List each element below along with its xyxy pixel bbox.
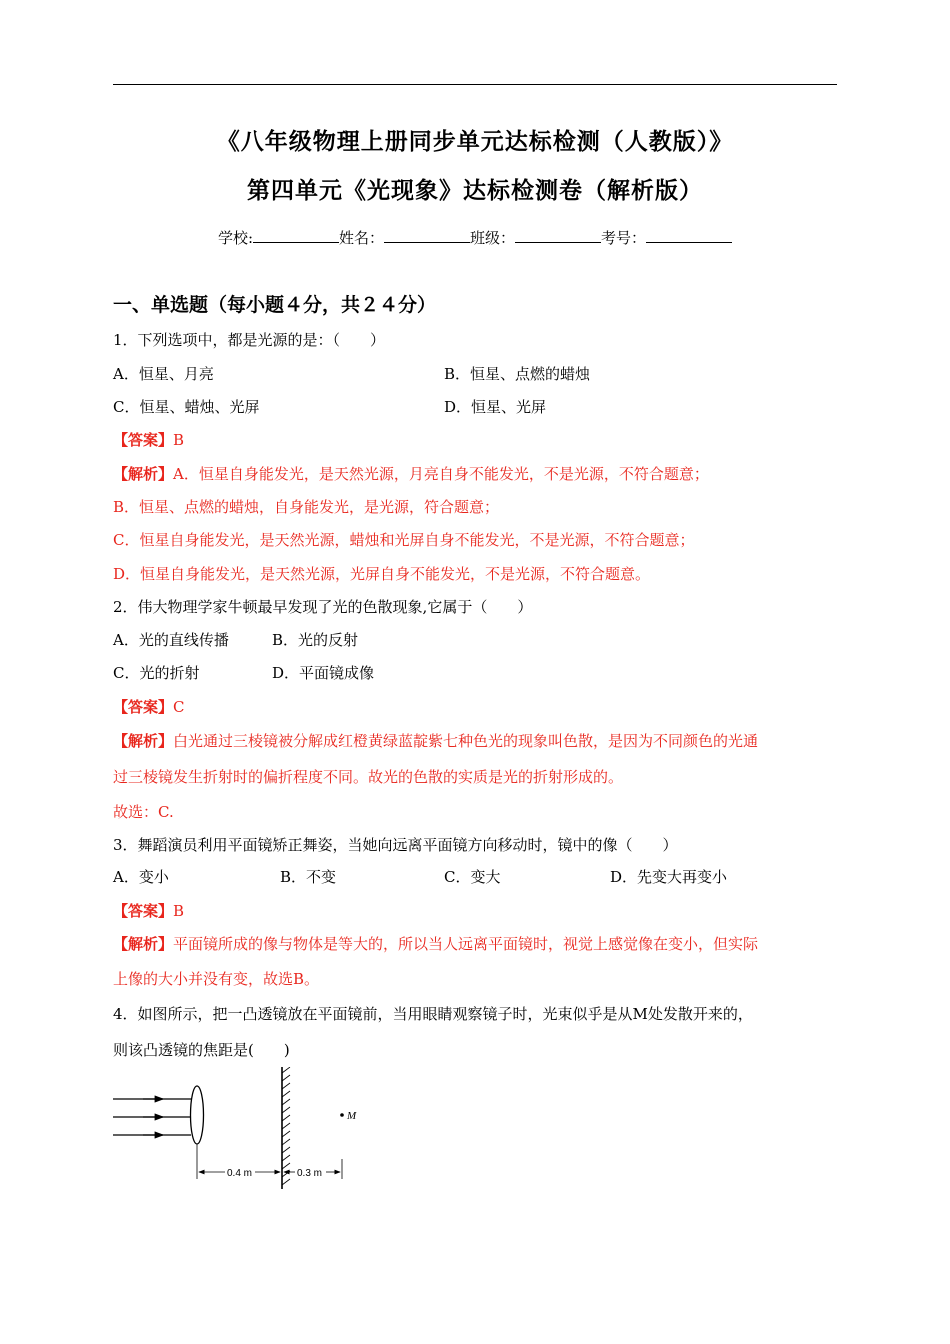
q2-analysis-line-3: 故选：C. xyxy=(113,803,174,821)
q4-stem-line-1: 4．如图所示，把一凸透镜放在平面镜前，当用眼睛观察镜子时，光束似乎是从M处发散开来的， xyxy=(113,1005,753,1023)
exam-number-label: 考号： xyxy=(601,229,647,247)
series-title: 《八年级物理上册同步单元达标检测（人教版）》 xyxy=(216,129,734,155)
dimension-label-2: 0.3 m xyxy=(297,1168,323,1179)
q3-analysis-line-1 xyxy=(113,933,758,954)
section-heading: 一、单选题（每小题４分，共２４分） xyxy=(113,294,437,316)
q1-option-a: A．恒星、月亮 xyxy=(113,365,214,383)
answer-tag: 【答案】 xyxy=(113,698,174,716)
label-m: M xyxy=(347,1110,357,1122)
answer-tag: 【答案】 xyxy=(113,431,174,449)
school-label: 学校: xyxy=(217,229,253,247)
q3-option-a: A．变小 xyxy=(113,868,169,886)
q1-option-c: C．恒星、蜡烛、光屏 xyxy=(113,398,260,416)
plane-mirror xyxy=(282,1067,290,1189)
q2-answer xyxy=(113,696,185,717)
q4-stem-line-2: 则该凸透镜的焦距是( ) xyxy=(113,1041,290,1059)
student-info-line xyxy=(113,227,837,248)
answer-value: B xyxy=(173,902,185,920)
q3-answer xyxy=(113,900,184,921)
incident-rays xyxy=(113,1099,191,1135)
analysis-text: 白光通过三棱镜被分解成红橙黄绿蓝靛紫七种色光的现象叫色散，是因为不同颜色的光通 xyxy=(173,732,759,750)
exam-number-blank[interactable] xyxy=(646,230,732,243)
q1-analysis-line-4: D．恒星自身能发光，是天然光源，光屏自身不能发光，不是光源，不符合题意。 xyxy=(113,565,651,583)
q2-option-d: D．平面镜成像 xyxy=(272,664,375,682)
answer-value: B xyxy=(173,431,185,449)
q1-stem: 1．下列选项中，都是光源的是：（ ） xyxy=(113,331,386,349)
analysis-text: 平面镜所成的像与物体是等大的，所以当人远离平面镜时，视觉上感觉像在变小，但实际 xyxy=(173,935,759,953)
analysis-tag: 【解析】 xyxy=(113,935,174,953)
q1-analysis-line-2: B．恒星、点燃的蜡烛，自身能发光，是光源，符合题意； xyxy=(113,498,500,516)
class-blank[interactable] xyxy=(515,230,601,243)
name-blank[interactable] xyxy=(384,230,470,243)
q3-analysis-line-2: 上像的大小并没有变，故选B。 xyxy=(113,970,320,988)
header-rule xyxy=(113,84,837,85)
dimension-label-1: 0.4 m xyxy=(227,1168,253,1179)
q1-answer xyxy=(113,429,184,450)
school-blank[interactable] xyxy=(253,230,339,243)
unit-title: 第四单元《光现象》达标检测卷（解析版） xyxy=(247,178,703,204)
q1-analysis-line-1 xyxy=(113,463,709,484)
q3-stem: 3．舞蹈演员利用平面镜矫正舞姿，当她向远离平面镜方向移动时，镜中的像（ ） xyxy=(113,836,678,854)
q1-option-d: D．恒星、光屏 xyxy=(444,398,547,416)
analysis-tag: 【解析】 xyxy=(113,465,174,483)
point-m xyxy=(340,1113,344,1117)
q1-option-b: B．恒星、点燃的蜡烛 xyxy=(444,365,591,383)
analysis-text: A．恒星自身能发光，是天然光源，月亮自身不能发光，不是光源，不符合题意； xyxy=(173,465,709,483)
name-label: 姓名： xyxy=(339,229,385,247)
q2-option-a: A．光的直线传播 xyxy=(113,631,229,649)
q3-option-c: C．变大 xyxy=(444,868,501,886)
q1-analysis-line-3: C．恒星自身能发光，是天然光源，蜡烛和光屏自身不能发光，不是光源，不符合题意； xyxy=(113,531,695,549)
q3-option-d: D．先变大再变小 xyxy=(610,868,728,886)
convex-lens xyxy=(191,1086,204,1144)
lens-mirror-figure xyxy=(113,1067,363,1192)
class-label: 班级： xyxy=(470,229,516,247)
q3-option-b: B．不变 xyxy=(280,868,337,886)
q2-stem: 2．伟大物理学家牛顿最早发现了光的色散现象,它属于（ ） xyxy=(113,598,533,616)
answer-tag: 【答案】 xyxy=(113,902,174,920)
answer-value: C xyxy=(173,698,185,716)
q2-analysis-line-2: 过三棱镜发生折射时的偏折程度不同。故光的色散的实质是光的折射形成的。 xyxy=(113,768,624,786)
q2-option-b: B．光的反射 xyxy=(272,631,359,649)
analysis-tag: 【解析】 xyxy=(113,732,174,750)
q2-option-c: C．光的折射 xyxy=(113,664,200,682)
q2-analysis-line-1 xyxy=(113,730,758,751)
